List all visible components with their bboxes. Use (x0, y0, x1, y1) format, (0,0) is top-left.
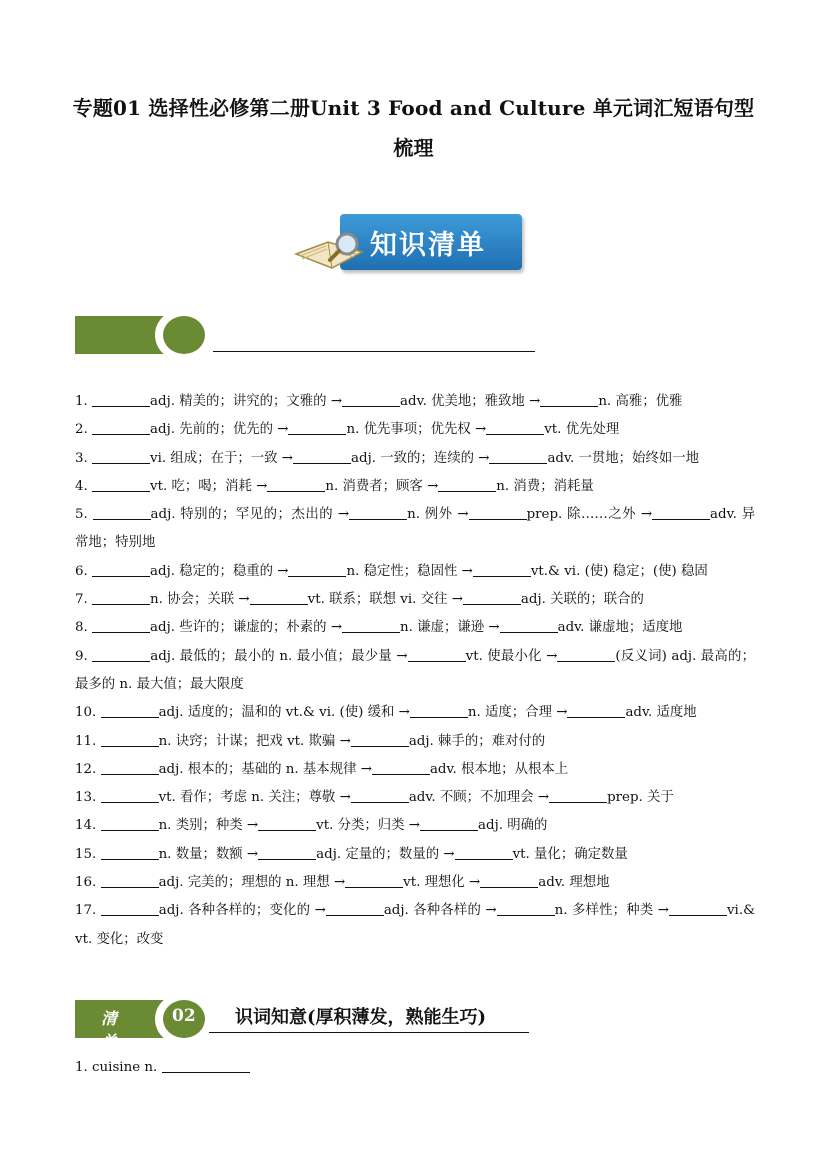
answer-blank[interactable] (410, 703, 468, 718)
item-text: 2. (75, 422, 93, 438)
answer-blank[interactable] (101, 901, 159, 916)
answer-blank[interactable] (293, 449, 351, 464)
item-text: n. 稳定性；稳固性 → (346, 563, 473, 579)
vocab-item (75, 756, 755, 784)
answer-blank[interactable] (101, 732, 159, 747)
answer-blank[interactable] (258, 845, 316, 860)
item-text: adv. 一贯地；始终如一地 (547, 450, 700, 466)
item-text: 11. (75, 733, 101, 749)
item-text: 10. (75, 705, 101, 721)
answer-blank[interactable] (92, 420, 150, 435)
item-text: adv. 谦虚地；适度地 (557, 620, 683, 636)
item-text: adj. 特别的；罕见的；杰出的 → (150, 507, 350, 523)
item-text: vt. 使最小化 → (465, 648, 558, 664)
book-magnifier-icon (292, 232, 368, 272)
item-text: 12. (75, 761, 101, 777)
section-tag: 清单 (101, 1009, 118, 1051)
answer-blank[interactable] (549, 788, 607, 803)
answer-blank[interactable] (342, 392, 400, 407)
answer-blank[interactable] (372, 760, 430, 775)
item-text: 6. (75, 563, 93, 579)
item-text: adj. 适度的；温和的 vt.& vi. (使) 缓和 → (158, 705, 410, 721)
item-text: vt. 吃；喝；消耗 → (150, 478, 268, 494)
item-text: adj. 关联的；联合的 (520, 592, 644, 608)
answer-blank[interactable] (288, 562, 346, 577)
vocab-item (75, 558, 755, 586)
item-text: 16. (75, 875, 101, 891)
item-text: 13. (75, 790, 101, 806)
item-text: adj. 最低的；最小的 n. 最小值；最少量 → (150, 648, 408, 664)
answer-blank[interactable] (92, 477, 150, 492)
answer-blank[interactable] (497, 901, 555, 916)
answer-blank[interactable] (351, 732, 409, 747)
item-text: n. 数量；数额 → (158, 846, 259, 862)
title-line-1: 专题01 选择性必修第二册Unit 3 Food and Culture 单元词汇短语句型 (72, 96, 755, 120)
answer-blank[interactable] (92, 647, 150, 662)
section-circle-fill (163, 316, 205, 354)
badge-label: 知识清单 (370, 230, 486, 261)
item-text: vi. 组成；在于；一致 → (150, 450, 294, 466)
vocab-item (75, 416, 755, 444)
item-text: vi.& vt. 变化；改变 (75, 903, 755, 947)
item-text: 7. (75, 592, 93, 608)
vocab-item (75, 841, 755, 869)
item-text: n. 消费者；顾客 → (325, 478, 439, 494)
item-text: prep. 关于 (607, 790, 674, 806)
item-text: adj. 棘手的；难对付的 (408, 733, 546, 749)
item-text: n. 协会；关联 → (150, 592, 250, 608)
answer-blank[interactable] (267, 477, 325, 492)
item-text: vt. 优先处理 (544, 422, 620, 438)
item-text: adj. 明确的 (478, 818, 548, 834)
item-text: n. 适度；合理 → (467, 705, 568, 721)
item-text: adj. 定量的；数量的 → (316, 846, 455, 862)
answer-blank[interactable] (250, 590, 308, 605)
vocab-item (75, 445, 755, 473)
answer-blank[interactable] (288, 420, 346, 435)
item-text: prep. 除……之外 → (526, 507, 653, 523)
answer-blank[interactable] (669, 901, 727, 916)
item-text: adv. 适度地 (625, 705, 697, 721)
vocab-item (75, 501, 755, 558)
answer-blank[interactable] (351, 788, 409, 803)
vocab-item (75, 728, 755, 756)
vocab-item (75, 812, 755, 840)
question-label: 1. cuisine n. (75, 1060, 158, 1075)
answer-blank[interactable] (557, 647, 615, 662)
answer-blank[interactable] (486, 420, 544, 435)
item-text: 4. (75, 478, 93, 494)
vocab-item (75, 473, 755, 501)
item-text: vt. 量化；确定数量 (512, 846, 628, 862)
answer-blank[interactable] (420, 816, 478, 831)
vocab-item (75, 643, 755, 700)
answer-blank[interactable] (455, 845, 513, 860)
answer-blank[interactable] (92, 590, 150, 605)
item-text: n. 例外 → (407, 507, 469, 523)
item-text: 3. (75, 450, 93, 466)
vocab-item (75, 614, 755, 642)
item-text: adj. 些许的；谦虚的；朴素的 → (150, 620, 343, 636)
vocab-item (75, 699, 755, 727)
answer-blank[interactable] (92, 618, 150, 633)
answer-blank[interactable] (101, 788, 159, 803)
answer-blank[interactable] (540, 392, 598, 407)
answer-blank[interactable] (162, 1058, 250, 1073)
item-text: n. 多样性；种类 → (554, 903, 669, 919)
answer-blank[interactable] (92, 562, 150, 577)
item-text: adj. 各种各样的 → (383, 903, 497, 919)
document-title (60, 88, 767, 168)
answer-blank[interactable] (345, 873, 403, 888)
item-text: 14. (75, 818, 101, 834)
answer-blank[interactable] (92, 449, 150, 464)
question-1 (75, 1058, 250, 1075)
item-text: adv. 不顾；不加理会 → (408, 790, 550, 806)
answer-blank[interactable] (101, 703, 159, 718)
vocab-item (75, 586, 755, 614)
item-text: adj. 一致的；连续的 → (351, 450, 490, 466)
answer-blank[interactable] (480, 873, 538, 888)
section-number: 02 (172, 1006, 196, 1026)
section-underline (209, 1032, 529, 1033)
vocab-item (75, 784, 755, 812)
item-text: adj. 完美的；理想的 n. 理想 → (158, 875, 346, 891)
item-text: 9. (75, 648, 93, 664)
item-text: n. 类别；种类 → (158, 818, 259, 834)
answer-blank[interactable] (326, 901, 384, 916)
answer-blank[interactable] (101, 845, 159, 860)
answer-blank[interactable] (349, 505, 407, 520)
answer-blank[interactable] (463, 590, 521, 605)
answer-blank[interactable] (101, 760, 159, 775)
item-text: 1. (75, 394, 93, 409)
item-text: adj. 精美的；讲究的；文雅的 → (150, 394, 343, 409)
item-text: adj. 稳定的；稳重的 → (150, 563, 289, 579)
answer-blank[interactable] (92, 392, 150, 407)
answer-blank[interactable] (469, 505, 527, 520)
answer-blank[interactable] (408, 647, 466, 662)
vocab-item (75, 869, 755, 897)
item-text: adj. 先前的；优先的 → (150, 422, 289, 438)
title-line-2: 梳理 (393, 136, 434, 160)
item-text: vt. 分类；归类 → (316, 818, 421, 834)
item-text: 5. (75, 507, 93, 523)
answer-blank[interactable] (567, 703, 625, 718)
item-text: 8. (75, 620, 93, 636)
answer-blank[interactable] (473, 562, 531, 577)
knowledge-list-badge (292, 208, 528, 278)
item-text: n. 消费；消耗量 (496, 478, 594, 494)
vocab-item (75, 388, 755, 416)
item-text: vt. 看作；考虑 n. 关注；尊敬 → (158, 790, 351, 806)
answer-blank[interactable] (93, 505, 151, 520)
item-text: 15. (75, 846, 101, 862)
item-text: vt. 理想化 → (403, 875, 481, 891)
answer-blank[interactable] (652, 505, 710, 520)
answer-blank[interactable] (438, 477, 496, 492)
item-text: n. 优先事项；优先权 → (346, 422, 487, 438)
item-text: n. 高雅；优雅 (598, 394, 683, 409)
item-text: adv. 异常地；特别地 (75, 507, 755, 551)
vocabulary-list (75, 388, 755, 954)
item-text: adv. 优美地；雅致地 → (400, 394, 541, 409)
item-text: 17. (75, 903, 101, 919)
answer-blank[interactable] (500, 618, 558, 633)
answer-blank[interactable] (342, 618, 400, 633)
answer-blank[interactable] (101, 873, 159, 888)
item-text: vt.& vi. (使) 稳定；(使) 稳固 (530, 563, 708, 579)
item-text: adv. 理想地 (538, 875, 610, 891)
item-text: adj. 根本的；基础的 n. 基本规律 → (158, 761, 372, 777)
item-text: n. 诀窍；计谋；把戏 vt. 欺骗 → (158, 733, 351, 749)
section-2-title: 识词知意(厚积薄发，熟能生巧) (235, 1007, 487, 1028)
answer-blank[interactable] (489, 449, 547, 464)
item-text: vt. 联系；联想 vi. 交往 → (307, 592, 463, 608)
item-text: adv. 根本地；从根本上 (429, 761, 569, 777)
item-text: adj. 各种各样的；变化的 → (158, 903, 326, 919)
item-text: n. 谦虚；谦逊 → (400, 620, 500, 636)
section-underline (213, 351, 535, 352)
answer-blank[interactable] (101, 816, 159, 831)
vocab-item (75, 897, 755, 954)
answer-blank[interactable] (258, 816, 316, 831)
item-text: (反义词) adj. 最高的；最多的 n. 最大值；最大限度 (75, 648, 755, 692)
